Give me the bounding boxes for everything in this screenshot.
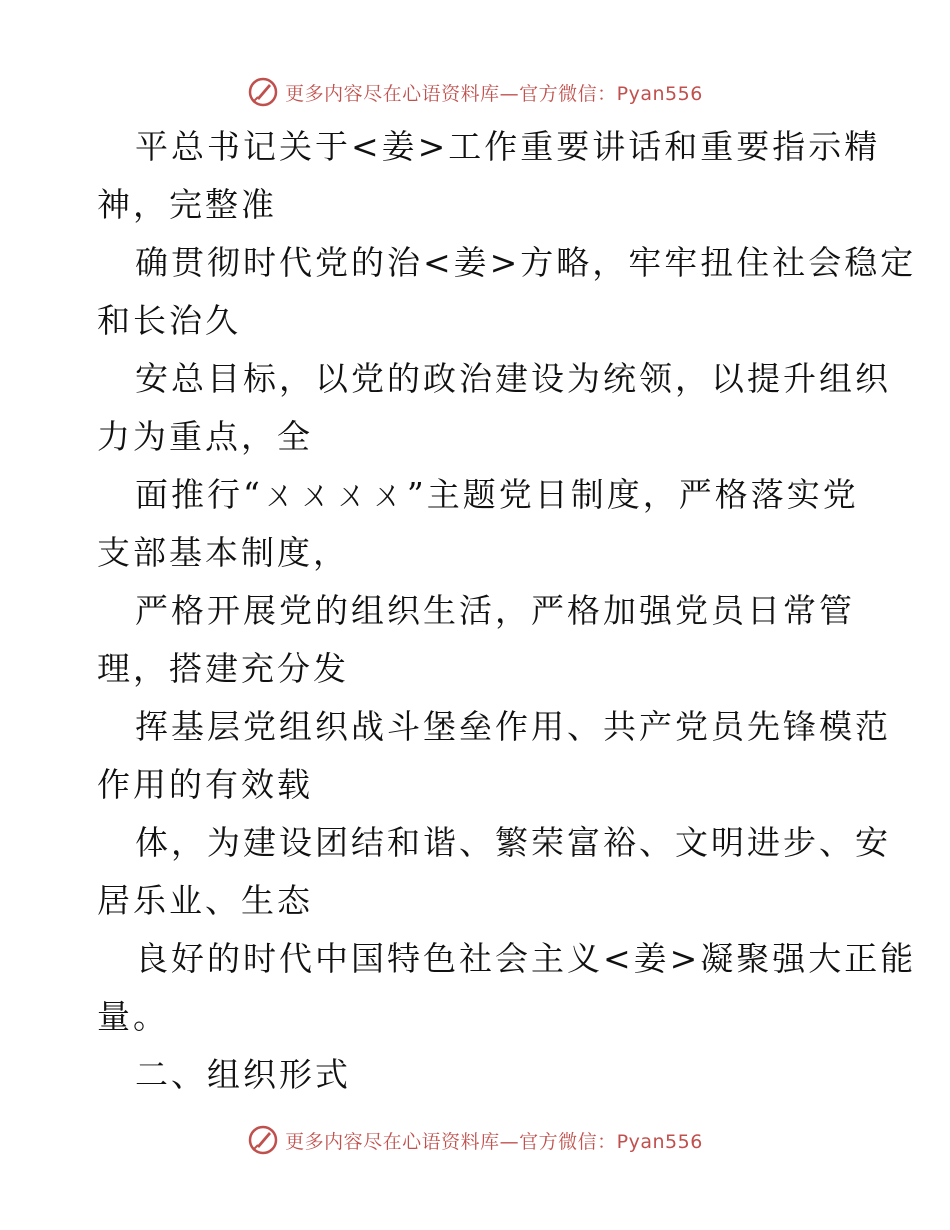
text-line: 支部基本制度， — [97, 533, 349, 572]
text-line: 居乐业、生态 — [97, 881, 313, 920]
text-line: 平总书记关于<姜>工作重要讲话和重要指示精 — [135, 127, 881, 166]
text-line: 量。 — [97, 997, 169, 1036]
text-line: 确贯彻时代党的治<姜>方略，牢牢扭住社会稳定 — [135, 243, 917, 282]
quill-circle-icon — [247, 76, 279, 108]
text-line: 作用的有效载 — [97, 765, 313, 804]
banner-text: 更多内容尽在心语资料库—官方微信：Pyan556 — [285, 82, 703, 105]
text-line: 和长治久 — [97, 301, 241, 340]
text-line: 神，完整准 — [97, 185, 277, 224]
text-line: 体，为建设团结和谐、繁荣富裕、文明进步、安 — [135, 823, 891, 862]
text-line: 面推行“ㄨㄨㄨㄨ”主题党日制度，严格落实党 — [135, 475, 859, 514]
text-line: 良好的时代中国特色社会主义<姜>凝聚强大正能 — [135, 939, 917, 978]
text-line: 挥基层党组织战斗堡垒作用、共产党员先锋模范 — [135, 707, 891, 746]
text-line: 理，搭建充分发 — [97, 649, 349, 688]
text-line: 安总目标，以党的政治建设为统领，以提升组织 — [135, 359, 891, 398]
quill-circle-icon — [247, 1124, 279, 1156]
header-banner — [0, 72, 950, 112]
banner-text: 更多内容尽在心语资料库—官方微信：Pyan556 — [285, 1130, 703, 1153]
document-body — [97, 118, 917, 1104]
footer-banner — [0, 1120, 950, 1160]
section-heading: 二、组织形式 — [135, 1055, 351, 1094]
text-line: 严格开展党的组织生活，严格加强党员日常管 — [135, 591, 855, 630]
text-line: 力为重点，全 — [97, 417, 313, 456]
